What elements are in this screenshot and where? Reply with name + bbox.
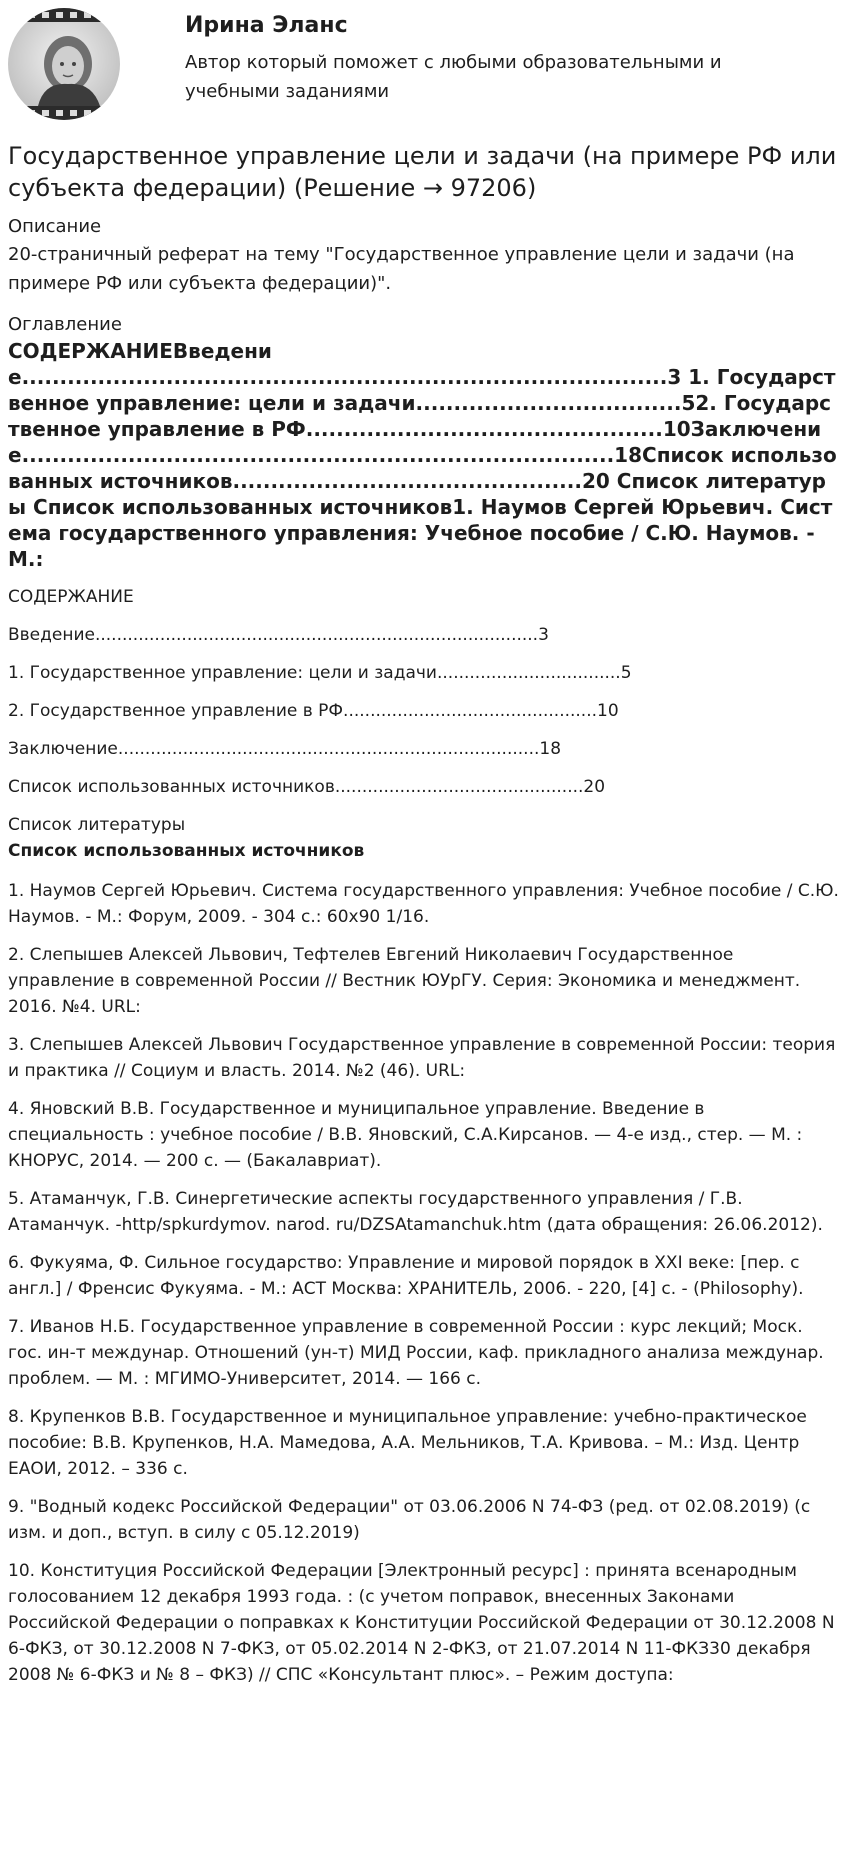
reference-item: 6. Фукуяма, Ф. Сильное государство: Управление и мировой порядок в XXI веке: [пер. с англ.] / Френсис Фукуяма. - М.: АСТ Москва: ХРАНИТЕЛЬ, 2006. - 220, [4] с. - (Philosophy). [8, 1253, 804, 1299]
reference-item: 8. Крупенков В.В. Государственное и муниципальное управление: учебно-практическое пособие: В.В. Крупенков, Н.А. Мамедова, А.А. Мельников, Т.А. Кривова. – М.: Изд. Центр ЕАОИ, 2012. – 336 с. [8, 1407, 807, 1479]
description-text: 20-страничный реферат на тему "Государственное управление цели и задачи (на примере РФ или субъекта федерации)". [8, 244, 795, 294]
description-label: Описание [8, 216, 102, 237]
literature-label: Список литературы [8, 815, 186, 835]
toc-label: Оглавление [8, 314, 122, 335]
avatar-photo [8, 8, 120, 120]
author-avatar[interactable] [8, 8, 120, 120]
reference-item: 10. Конституция Российской Федерации [Электронный ресурс] : принята всенародным голосованием 12 декабря 1993 года. : (с учетом поправок, внесенных Законами Российской Федерации о поправках к Конституции Российской Федерации от 30.12.2008 N 6-ФКЗ, от 30.12.2008 N 7-ФКЗ, от 05.02.2014 N 2-ФКЗ, от 21.07.2014 N 11-ФКЗ30 декабря 2008 № 6-ФКЗ и № 8 – ФКЗ) // СПС «Консультант плюс». – Режим доступа: [8, 1561, 835, 1685]
author-name[interactable]: Ирина Эланс [185, 13, 348, 38]
author-bio: Автор который поможет с любыми образовательными и учебными заданиями [185, 52, 722, 102]
toc-line: Введение..................................................................................3 [8, 625, 549, 645]
sources-heading: Список использованных источников [8, 841, 365, 861]
reference-item: 1. Наумов Сергей Юрьевич. Система государственного управления: Учебное пособие / С.Ю. Наумов. - М.: Форум, 2009. - 304 с.: 60х90 1/16. [8, 881, 839, 927]
toc-line: Заключение..............................................................................18 [8, 739, 562, 759]
reference-item: 4. Яновский В.В. Государственное и муниципальное управление. Введение в специальность : учебное пособие / В.В. Яновский, С.А.Кирсанов. — 4-е изд., стер. — М. : КНОРУС, 2014. — 200 с. — (Бакалавриат). [8, 1099, 803, 1171]
toc-line: Список использованных источников..............................................20 [8, 777, 606, 797]
toc-line: 1. Государственное управление: цели и задачи..................................5 [8, 663, 632, 683]
reference-item: 2. Слепышев Алексей Львович, Тефтелев Евгений Николаевич Государственное управление в современной России // Вестник ЮУрГУ. Серия: Экономика и менеджмент. 2016. №4. URL: [8, 945, 801, 1017]
document-content [0, 140, 847, 1688]
author-header [0, 0, 847, 140]
toc-line: 2. Государственное управление в РФ...............................................10 [8, 701, 619, 721]
reference-item: 7. Иванов Н.Б. Государственное управление в современной России : курс лекций; Моск. гос. ин-т междунар. Отношений (ун-т) МИД России, каф. прикладного анализа междунар. проблем. — М. : МГИМО-Университет, 2014. — 166 с. [8, 1317, 824, 1389]
toc-preview: СОДЕРЖАНИЕВведение.....................................................................................3 1. Государственное управление: цели и задачи...................................52. Государственное управление в РФ...............................................10Заключение..............................................................................18Список использованных источников..............................................20 Список литературы Список использованных источников1. Наумов Сергей Юрьевич. Система государственного управления: Учебное пособие / С.Ю. Наумов. - М.: [8, 339, 837, 571]
page-title: Государственное управление цели и задачи (на примере РФ или субъекта федерации) (Решение → 97206) [8, 142, 837, 202]
reference-item: 3. Слепышев Алексей Львович Государственное управление в современной России: теория и практика // Социум и власть. 2014. №2 (46). URL: [8, 1035, 836, 1081]
reference-item: 5. Атаманчук, Г.В. Синергетические аспекты государственного управления / Г.В. Атаманчук. -http/spkurdymov. narod. ru/DZSAtamanchuk.htm (дата обращения: 26.06.2012). [8, 1189, 823, 1235]
contents-heading: СОДЕРЖАНИЕ [8, 587, 134, 607]
reference-item: 9. "Водный кодекс Российской Федерации" от 03.06.2006 N 74-ФЗ (ред. от 02.08.2019) (с изм. и доп., вступ. в силу с 05.12.2019) [8, 1497, 811, 1543]
